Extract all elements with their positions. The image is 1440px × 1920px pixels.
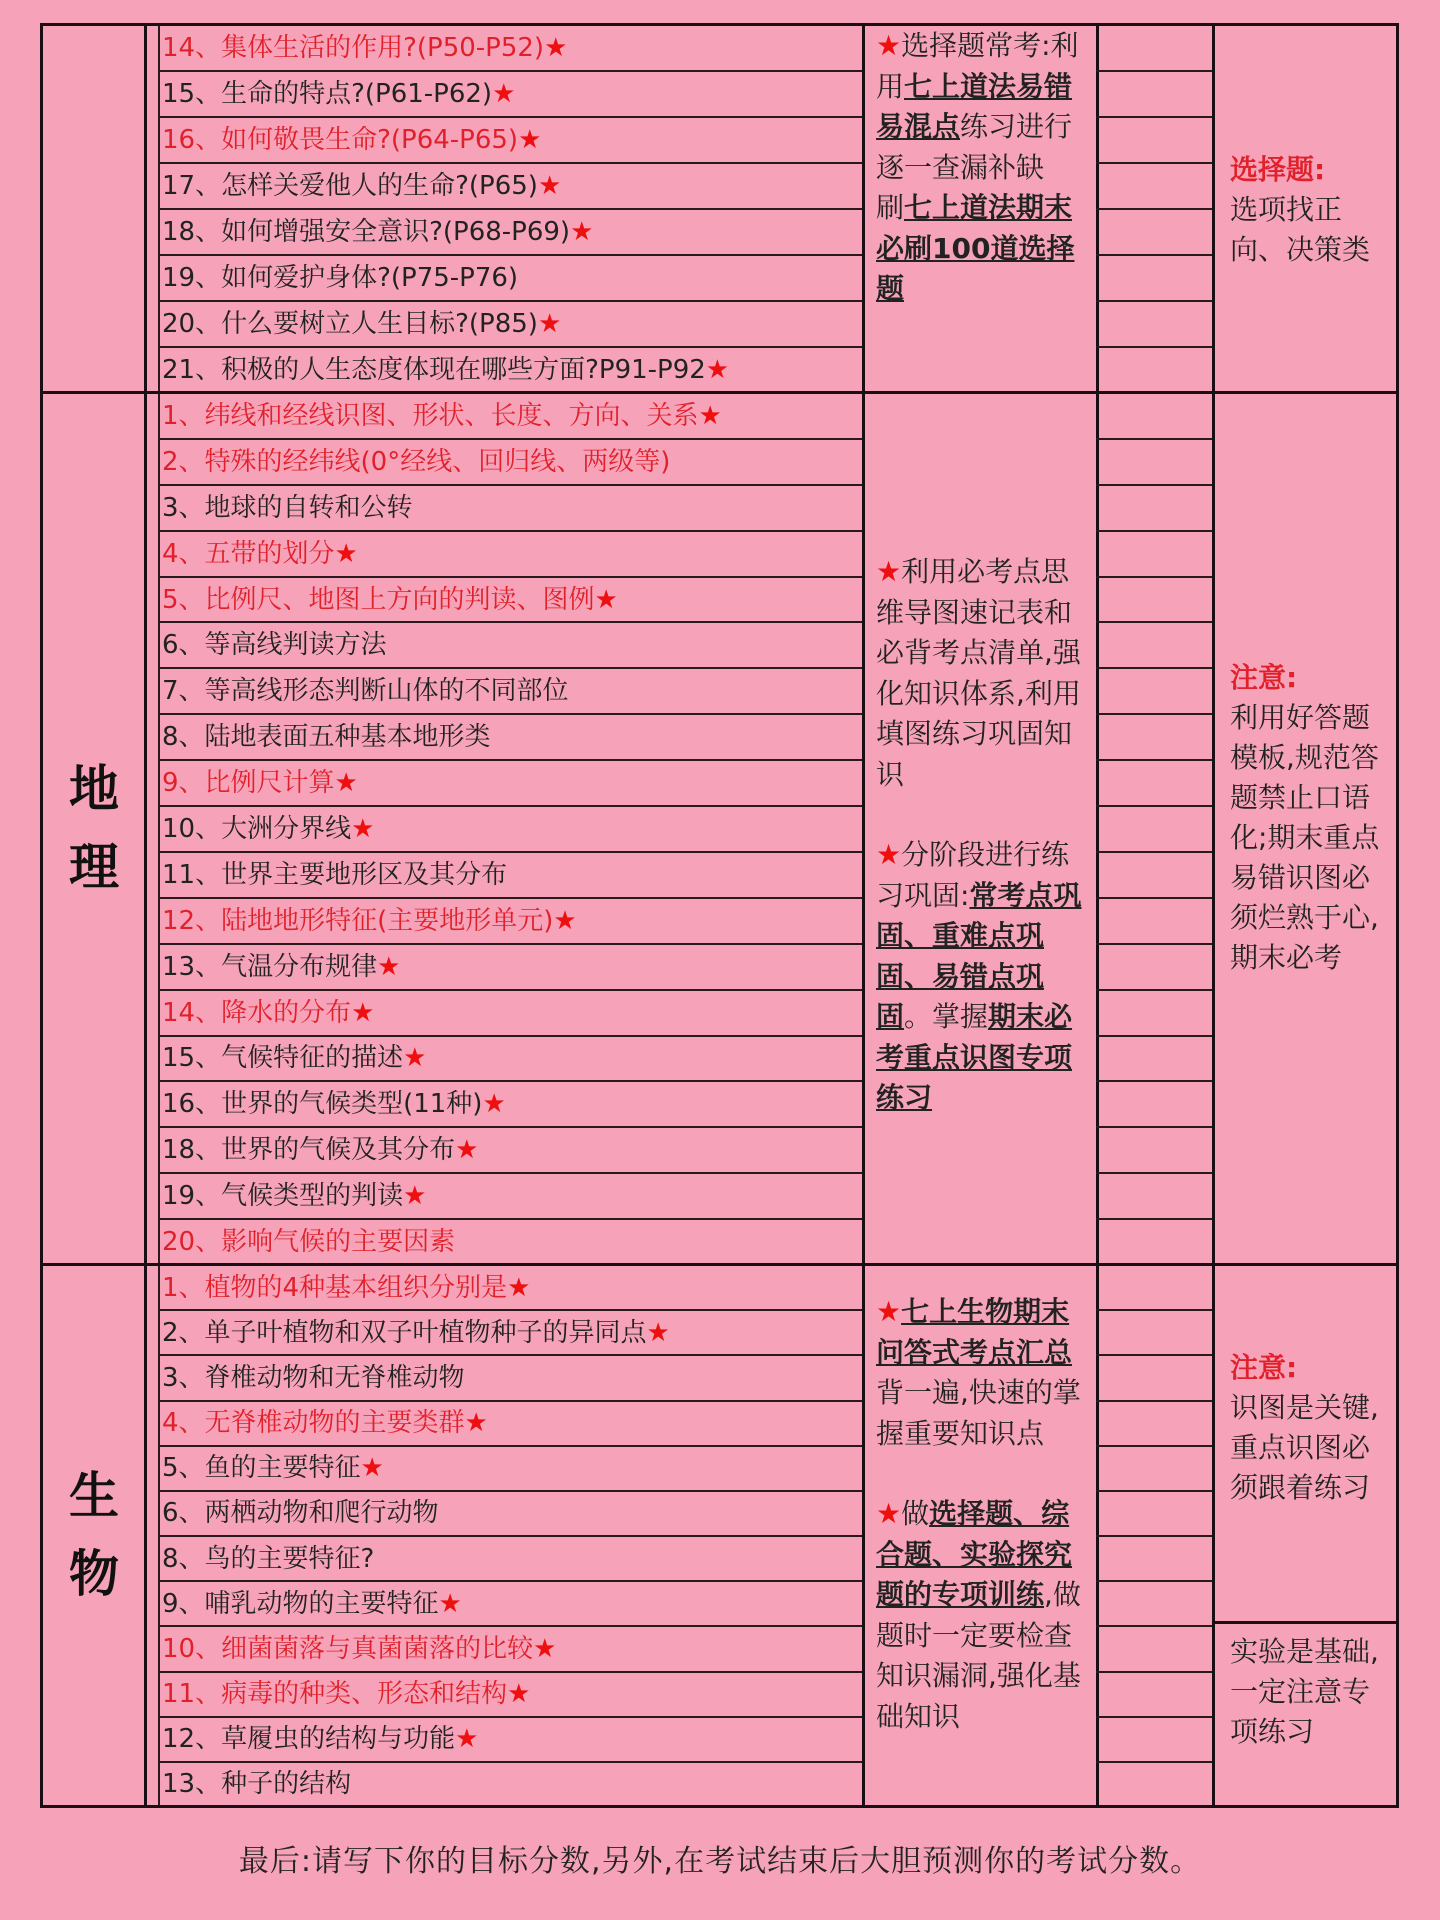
checklist-item <box>160 211 742 253</box>
item-row-divider <box>158 530 862 532</box>
subject-char: 物 <box>69 1544 119 1603</box>
star-icon: ★ <box>533 1633 557 1664</box>
tick-row-divider <box>1096 1126 1212 1128</box>
item-row-divider <box>158 346 862 348</box>
item-row-divider <box>158 989 862 991</box>
star-icon: ★ <box>455 1135 479 1166</box>
tick-row-divider <box>1096 989 1212 991</box>
star-icon: ★ <box>537 309 562 339</box>
checklist-item <box>160 900 742 942</box>
tick-row-divider <box>1096 484 1212 486</box>
checklist-item-text: 14、集体生活的作用?(P50-P52) <box>162 33 545 63</box>
item-row-divider <box>158 484 862 486</box>
tick-row-divider <box>1096 300 1212 302</box>
tick-row-divider <box>1096 70 1212 72</box>
checklist-item <box>160 1221 742 1263</box>
checklist-item-text: 6、两栖动物和爬行动物 <box>162 1498 439 1529</box>
checklist-item-text: 12、草履虫的结构与功能 <box>162 1724 456 1755</box>
subject-label <box>42 392 146 1264</box>
tick-row-divider <box>1096 1080 1212 1082</box>
star-icon: ★ <box>876 555 902 588</box>
star-icon: ★ <box>553 905 577 936</box>
checklist-item-text: 1、纬线和经线识图、形状、长度、方向、关系 <box>162 400 699 431</box>
tick-row-divider <box>1096 805 1212 807</box>
checklist-item-text: 2、单子叶植物和双子叶植物种子的异同点 <box>162 1317 647 1348</box>
study-tip-paragraph <box>876 1292 1088 1454</box>
checklist-item-text: 8、鸟的主要特征? <box>162 1543 375 1574</box>
checklist-item <box>160 1673 742 1715</box>
star-icon: ★ <box>334 768 358 799</box>
item-row-divider <box>158 851 862 853</box>
study-checklist-table <box>40 24 1398 1806</box>
checklist-item-text: 17、怎样关爱他人的生命?(P65) <box>162 171 538 201</box>
exam-tip-heading: 注意: <box>1230 661 1298 694</box>
checklist-item <box>160 1312 742 1354</box>
checklist-item-text: 11、世界主要地形区及其分布 <box>162 859 508 890</box>
checklist-item-text: 18、如何增强安全意识?(P68-P69) <box>162 217 571 247</box>
subject-char: 地 <box>69 759 119 818</box>
item-row-divider <box>158 162 862 164</box>
study-tip-paragraph <box>876 552 1088 795</box>
study-tip-text: 分阶段进行练习巩固: <box>876 838 1070 912</box>
study-tip-paragraph <box>876 26 1088 188</box>
star-icon: ★ <box>351 814 375 844</box>
checklist-item <box>160 1583 742 1625</box>
checklist-item-text: 13、种子的结构 <box>162 1769 352 1800</box>
checklist-item <box>160 1763 742 1805</box>
tick-row-divider <box>1096 621 1212 623</box>
item-row-divider <box>158 1080 862 1082</box>
checklist-item <box>160 119 742 161</box>
exam-tip-text: 识图是关键,重点识图必须跟着练习 <box>1230 1391 1379 1504</box>
checklist-item-text: 1、植物的4种基本组织分别是 <box>162 1272 508 1303</box>
study-tip-text: 选择题常考:利用 <box>876 29 1079 103</box>
star-icon: ★ <box>518 125 542 155</box>
item-row-divider <box>158 1126 862 1128</box>
tick-row-divider <box>1096 254 1212 256</box>
subject-label <box>42 24 146 392</box>
checklist-item <box>160 165 742 207</box>
star-icon: ★ <box>334 538 358 569</box>
section-divider <box>40 391 1399 394</box>
checklist-item <box>160 946 742 988</box>
study-tip <box>876 1292 1088 1737</box>
star-icon: ★ <box>876 29 902 62</box>
checklist-item-text: 15、生命的特点?(P61-P62) <box>162 79 493 109</box>
tick-row-divider <box>1096 530 1212 532</box>
star-icon: ★ <box>537 171 562 201</box>
tick-row-divider <box>1096 208 1212 210</box>
item-row-divider <box>158 300 862 302</box>
checklist-item <box>160 1447 742 1489</box>
study-tip-paragraph <box>876 188 1088 310</box>
checklist-item-text: 6、等高线判读方法 <box>162 630 387 661</box>
tick-row-divider <box>1096 346 1212 348</box>
item-row-divider <box>158 70 862 72</box>
checklist-item <box>160 441 742 483</box>
tick-row-divider <box>1096 851 1212 853</box>
star-icon: ★ <box>570 217 594 247</box>
notes-column-divider-left <box>862 24 865 1806</box>
checklist-item <box>160 624 742 666</box>
study-tip-paragraph <box>876 835 1088 1119</box>
star-icon: ★ <box>482 1089 506 1120</box>
checklist-item-text: 21、积极的人生态度体现在哪些方面?P91-P92 <box>162 355 706 385</box>
checklist-item <box>160 716 742 758</box>
tick-row-divider <box>1096 1035 1212 1037</box>
resource-highlight: 七上道法期末必刷100道选择题 <box>876 191 1075 305</box>
checklist-item <box>160 533 742 575</box>
study-tip <box>876 26 1088 310</box>
exam-tip-heading: 注意: <box>1230 1351 1298 1384</box>
item-row-divider <box>158 805 862 807</box>
tick-row-divider <box>1096 162 1212 164</box>
study-tip-text: 刷 <box>876 191 905 224</box>
subject-char: 理 <box>69 837 119 896</box>
checklist-item-text: 18、世界的气候及其分布 <box>162 1135 456 1166</box>
item-row-divider <box>158 1035 862 1037</box>
checklist-item-text: 5、鱼的主要特征 <box>162 1453 361 1484</box>
resource-highlight: 七上道法易错易混点 <box>876 69 1073 143</box>
checklist-item-text: 10、细菌菌落与真菌菌落的比较 <box>162 1633 534 1664</box>
tick-row-divider <box>1096 116 1212 118</box>
checklist-item-text: 14、降水的分布 <box>162 997 352 1028</box>
star-icon: ★ <box>377 951 401 982</box>
tick-row-divider <box>1096 713 1212 715</box>
checklist-item-text: 20、什么要树立人生目标?(P85) <box>162 309 538 339</box>
checklist-item-text: 12、陆地地形特征(主要地形单元) <box>162 905 554 936</box>
item-row-divider <box>158 667 862 669</box>
tick-row-divider <box>1096 1445 1212 1447</box>
exam-tip-divider <box>1212 1621 1399 1624</box>
checklist-item <box>160 1267 742 1309</box>
star-icon: ★ <box>507 1272 531 1303</box>
tick-row-divider <box>1096 943 1212 945</box>
checklist-item <box>160 349 742 391</box>
checklist-item-text: 9、比例尺计算 <box>162 768 335 799</box>
star-icon: ★ <box>464 1408 488 1439</box>
checklist-item <box>160 1538 742 1580</box>
item-row-divider <box>158 897 862 899</box>
checklist-item <box>160 1037 742 1079</box>
section-divider <box>40 23 1399 26</box>
study-tip-text: 。掌握 <box>904 1000 989 1033</box>
exam-tip <box>1230 658 1390 978</box>
checklist-item-text: 7、等高线形态判断山体的不同部位 <box>162 676 569 707</box>
star-icon: ★ <box>594 584 618 615</box>
tick-row-divider <box>1096 1400 1212 1402</box>
checklist-item-text: 4、五带的划分 <box>162 538 335 569</box>
tick-row-divider <box>1096 1625 1212 1627</box>
checklist-item-text: 11、病毒的种类、形态和结构 <box>162 1679 508 1710</box>
study-tip-text: 练习进行逐一查漏补缺 <box>876 110 1073 184</box>
checklist-item <box>160 808 742 850</box>
tick-row-divider <box>1096 1354 1212 1356</box>
checklist-item <box>160 1175 742 1217</box>
checklist-item-text: 10、大洲分界线 <box>162 814 352 844</box>
checklist-item <box>160 854 742 896</box>
resource-highlight: 期末必考重点识图专项练习 <box>876 1000 1073 1114</box>
checklist-item <box>160 73 742 115</box>
star-icon: ★ <box>438 1588 462 1619</box>
subject-label <box>42 1264 146 1806</box>
star-icon: ★ <box>507 1679 531 1710</box>
tick-row-divider <box>1096 438 1212 440</box>
checklist-item <box>160 762 742 804</box>
tick-row-divider <box>1096 1671 1212 1673</box>
checklist-item-text: 15、气候特征的描述 <box>162 1043 404 1074</box>
tick-row-divider <box>1096 1490 1212 1492</box>
table-border-right <box>1396 24 1399 1806</box>
checklist-item <box>160 579 742 621</box>
item-row-divider <box>158 621 862 623</box>
star-icon: ★ <box>876 1497 902 1530</box>
checklist-item-text: 5、比例尺、地图上方向的判读、图例 <box>162 584 595 615</box>
item-row-divider <box>158 576 862 578</box>
checklist-item-text: 16、世界的气候类型(11种) <box>162 1089 483 1120</box>
section-divider <box>40 1263 1399 1266</box>
star-icon: ★ <box>455 1724 479 1755</box>
star-icon: ★ <box>351 997 375 1028</box>
tick-row-divider <box>1096 759 1212 761</box>
star-icon: ★ <box>876 1295 902 1328</box>
checklist-item-text: 19、气候类型的判读 <box>162 1181 404 1212</box>
section-divider <box>40 1805 1399 1808</box>
checklist-item <box>160 992 742 1034</box>
item-row-divider <box>158 116 862 118</box>
star-icon: ★ <box>360 1453 384 1484</box>
star-icon: ★ <box>646 1317 670 1348</box>
tick-column-divider <box>1212 24 1215 1806</box>
checklist-item-text: 4、无脊椎动物的主要类群 <box>162 1408 465 1439</box>
tick-row-divider <box>1096 576 1212 578</box>
checklist-item-text: 3、地球的自转和公转 <box>162 492 413 523</box>
subject-char: 生 <box>69 1466 119 1525</box>
checklist-item <box>160 1357 742 1399</box>
item-row-divider <box>158 208 862 210</box>
star-icon: ★ <box>876 838 902 871</box>
tick-row-divider <box>1096 1172 1212 1174</box>
tick-row-divider <box>1096 1761 1212 1763</box>
exam-tip-text: 选项找正向、决策类 <box>1230 193 1371 266</box>
item-row-divider <box>158 1218 862 1220</box>
tick-row-divider <box>1096 667 1212 669</box>
checklist-item <box>160 1129 742 1171</box>
tick-row-divider <box>1096 1716 1212 1718</box>
checklist-item <box>160 487 742 529</box>
checklist-item-text: 2、特殊的经纬线(0°经线、回归线、两级等) <box>162 446 671 477</box>
tick-row-divider <box>1096 1535 1212 1537</box>
checklist-item <box>160 1492 742 1534</box>
checklist-item <box>160 1628 742 1670</box>
resource-highlight: 常考点巩固、重难点巩固、易错点巩固 <box>876 878 1082 1033</box>
item-row-divider <box>158 254 862 256</box>
checklist-item-text: 8、陆地表面五种基本地形类 <box>162 722 491 753</box>
exam-tip-extra: 实验是基础,一定注意专项练习 <box>1230 1635 1379 1748</box>
item-row-divider <box>158 943 862 945</box>
checklist-item <box>160 1083 742 1125</box>
notes-column-divider-right <box>1096 24 1099 1806</box>
study-tip-text: ,做题时一定要检查知识漏洞,强化基础知识 <box>876 1578 1081 1733</box>
checklist-item-text: 13、气温分布规律 <box>162 951 378 982</box>
study-tip-paragraph <box>876 1494 1088 1737</box>
exam-tip <box>1230 150 1390 270</box>
study-tip-text: 做 <box>901 1497 930 1530</box>
study-tip-text: 背一遍,快速的掌握重要知识点 <box>876 1376 1081 1450</box>
star-icon: ★ <box>492 79 516 109</box>
checklist-item-text: 20、影响气候的主要因素 <box>162 1227 456 1258</box>
star-icon: ★ <box>698 400 722 431</box>
star-icon: ★ <box>403 1043 427 1074</box>
checklist-item <box>160 1718 742 1760</box>
resource-highlight: 选择题、综合题、实验探究题的专项训练 <box>876 1497 1073 1611</box>
study-tip-text: 利用必考点思维导图速记表和必背考点清单,强化知识体系,利用填图练习巩固知识 <box>876 555 1081 791</box>
star-icon: ★ <box>705 355 730 385</box>
item-row-divider <box>158 713 862 715</box>
star-icon: ★ <box>544 33 568 63</box>
tick-row-divider <box>1096 1218 1212 1220</box>
checklist-item <box>160 257 742 299</box>
tick-row-divider <box>1096 1309 1212 1311</box>
item-row-divider <box>158 759 862 761</box>
exam-tip-text: 利用好答题模板,规范答题禁止口语化;期末重点易错识图必须烂熟于心,期末必考 <box>1230 701 1380 974</box>
checklist-item <box>160 395 742 437</box>
exam-tip-heading: 选择题: <box>1230 153 1326 186</box>
checklist-item-text: 16、如何敬畏生命?(P64-P65) <box>162 125 519 155</box>
tick-row-divider <box>1096 1580 1212 1582</box>
item-row-divider <box>158 1172 862 1174</box>
checklist-item <box>160 1402 742 1444</box>
checklist-item <box>160 670 742 712</box>
resource-highlight: 七上生物期末问答式考点汇总 <box>876 1295 1073 1369</box>
star-icon: ★ <box>403 1181 427 1212</box>
exam-tip <box>1230 1348 1390 1508</box>
checklist-item-text: 3、脊椎动物和无脊椎动物 <box>162 1362 465 1393</box>
tick-row-divider <box>1096 897 1212 899</box>
checklist-item <box>160 27 742 69</box>
item-row-divider <box>158 438 862 440</box>
footer-note: 最后:请写下你的目标分数,另外,在考试结束后大胆预测你的考试分数。 <box>238 1844 1202 1879</box>
checklist-item <box>160 303 742 345</box>
checklist-item-text: 19、如何爱护身体?(P75-P76) <box>162 263 519 293</box>
study-tip <box>876 552 1088 1119</box>
checklist-item-text: 9、哺乳动物的主要特征 <box>162 1588 439 1619</box>
